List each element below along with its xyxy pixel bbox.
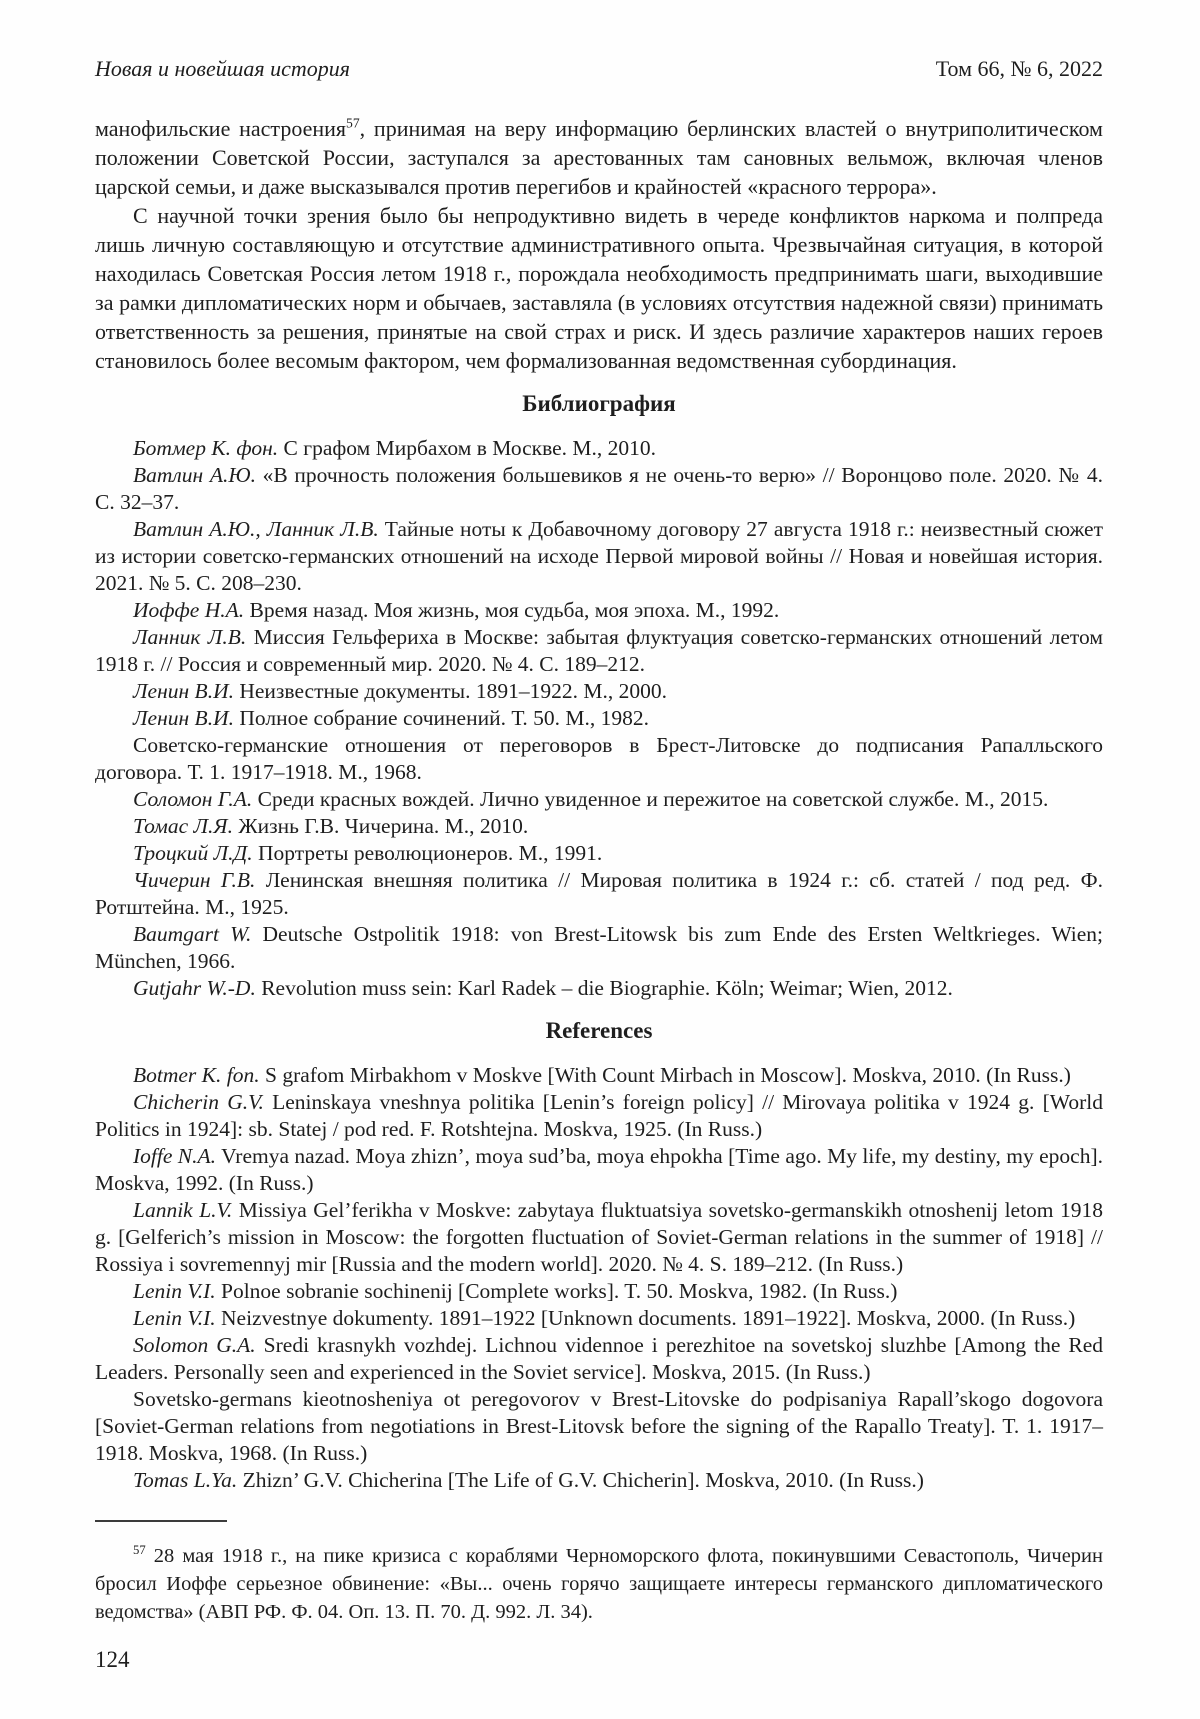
- bibliography-entry: [95, 732, 1103, 786]
- running-head: [95, 56, 1103, 82]
- entry-author: Baumgart W.: [133, 922, 252, 946]
- entry-author: Lannik L.V.: [133, 1198, 233, 1222]
- paragraph-text: , принимая на веру информацию берлинских властей о внутриполитическом положении Советской России, заступался за арестованных там сановных вельмож, включая членов царской семьи, и даже высказывался против перегибов и крайностей «красного террора».: [95, 116, 1103, 199]
- entry-text: С графом Мирбахом в Москве. М., 2010.: [278, 436, 657, 460]
- issue-info: Том 66, № 6, 2022: [935, 56, 1103, 81]
- entry-author: Lenin V.I.: [133, 1306, 216, 1330]
- entry-text: Sredi krasnykh vozhdej. Lichnou vidennoe i perezhitoe na sovetskoj sluzhbe [Among the Red Leaders. Personally seen and experienced in the Soviet service]. Moskva, 2015. (In Russ.): [95, 1333, 1103, 1384]
- entry-text: Missiya Gel’ferikha v Moskve: zabytaya fluktuatsiya sovetsko-germanskikh otnoshenij letom 1918 g. [Gelferich’s mission in Moscow: the forgotten fluctuation of Soviet-German relations in the summer of 1918] // Rossiya i sovremennyj mir [Russia and the modern world]. 2020. № 4. S. 189–212. (In Russ.): [95, 1198, 1103, 1276]
- entry-text: Neizvestnye dokumenty. 1891–1922 [Unknown documents. 1891–1922]. Moskva, 2000. (In Russ.): [215, 1306, 1076, 1330]
- entry-author: Ленин В.И.: [133, 679, 234, 703]
- page-number: 124: [95, 1647, 130, 1672]
- entry-author: Tomas L.Ya.: [133, 1468, 238, 1492]
- entry-text: Leninskaya vneshnya politika [Lenin’s foreign policy] // Mirovaya politika v 1924 g. [World Politics in 1924]: sb. Statej / pod red. F. Rotshtejna. Moskva, 1925. (In Russ.): [95, 1090, 1103, 1141]
- bibliography-entry: [95, 813, 1103, 840]
- entry-text: Polnoe sobranie sochinenij [Complete works]. T. 50. Moskva, 1982. (In Russ.): [215, 1279, 898, 1303]
- entry-text: Ленинская внешняя политика // Мировая политика в 1924 г.: сб. статей / под ред. Ф. Ротштейна. М., 1925.: [95, 868, 1103, 919]
- reference-entry: [95, 1305, 1103, 1332]
- entry-author: Чичерин Г.В.: [133, 868, 256, 892]
- bibliography-entry: [95, 435, 1103, 462]
- reference-entry: [95, 1089, 1103, 1143]
- entry-author: Botmer K. fon.: [133, 1063, 260, 1087]
- bibliography-entry: [95, 786, 1103, 813]
- footnote-text: 28 мая 1918 г., на пике кризиса с кораблями Черноморского флота, покинувшими Севастополь, Чичерин бросил Иоффе серьезное обвинение: «Вы... очень горячо защищаете интересы германского дипломатического ведомства» (АВП РФ. Ф. 04. Оп. 13. П. 70. Д. 992. Л. 34).: [95, 1545, 1103, 1623]
- entry-author: Ioffe N.A.: [133, 1144, 217, 1168]
- body-paragraph-1: [95, 114, 1103, 201]
- entry-author: Lenin V.I.: [133, 1279, 216, 1303]
- entry-text: Полное собрание сочинений. Т. 50. М., 1982.: [233, 706, 649, 730]
- entry-author: Томас Л.Я.: [133, 814, 233, 838]
- entry-text: Sovetsko-germans kieotnosheniya ot peregovorov v Brest-Litovske do podpisaniya Rapall’skogo dogovora [Soviet-German relations from negotiations in Brest-Litovsk before the signing of the Rapallo Treaty]. T. 1. 1917–1918. Moskva, 1968. (In Russ.): [95, 1387, 1103, 1465]
- body-paragraph-2: С научной точки зрения было бы непродуктивно видеть в череде конфликтов наркома и полпреда лишь личную составляющую и отсутствие административного опыта. Чрезвычайная ситуация, в которой находилась Советская Россия летом 1918 г., порождала необходимость предпринимать шаги, выходившие за рамки дипломатических норм и обычаев, заставляла (в условиях отсутствия надежной связи) принимать ответственность за решения, принятые на свой страх и риск. И здесь различие характеров наших героев становилось более весомым фактором, чем формализованная ведомственная субординация.: [95, 203, 1103, 373]
- footnote-marker-57: 57: [133, 1543, 146, 1558]
- entry-text: Zhizn’ G.V. Chicherina [The Life of G.V. Chicherin]. Moskva, 2010. (In Russ.): [237, 1468, 924, 1492]
- entry-author: Иоффе Н.А.: [133, 598, 245, 622]
- entry-author: Соломон Г.А.: [133, 787, 253, 811]
- entry-text: «В прочность положения большевиков я не очень-то верю» // Воронцово поле. 2020. № 4. С. 32–37.: [95, 463, 1104, 514]
- reference-entry: [95, 1143, 1103, 1197]
- entry-author: Gutjahr W.-D.: [133, 976, 256, 1000]
- bibliography-entry: [95, 705, 1103, 732]
- entry-text: Среди красных вождей. Лично увиденное и пережитое на советской службе. М., 2015.: [252, 787, 1049, 811]
- entry-author: Ленин В.И.: [133, 706, 234, 730]
- footnote-reference-57: 57: [346, 115, 360, 131]
- bibliography-entry: [95, 516, 1103, 597]
- footnote-separator: [95, 1520, 227, 1522]
- reference-entry: [95, 1062, 1103, 1089]
- bibliography-entry: [95, 921, 1103, 975]
- entry-text: Советско-германские отношения от переговоров в Брест-Литовске до подписания Рапалльского договора. Т. 1. 1917–1918. М., 1968.: [95, 733, 1103, 784]
- entry-author: Троцкий Л.Д.: [133, 841, 253, 865]
- entry-author: Ватлин А.Ю., Ланник Л.В.: [133, 517, 379, 541]
- entry-text: Время назад. Моя жизнь, моя судьба, моя эпоха. М., 1992.: [244, 598, 780, 622]
- bibliography-entry: [95, 597, 1103, 624]
- bibliography-entry: [95, 678, 1103, 705]
- entry-text: S grafom Mirbakhom v Moskve [With Count Mirbach in Moscow]. Moskva, 2010. (In Russ.): [259, 1063, 1071, 1087]
- bibliography-entry: [95, 462, 1103, 516]
- references-list: [95, 1062, 1103, 1494]
- entry-text: Deutsche Ostpolitik 1918: von Brest-Litowsk bis zum Ende des Ersten Weltkrieges. Wien; München, 1966.: [95, 922, 1104, 973]
- bibliography-entry: [95, 840, 1103, 867]
- entry-text: Неизвестные документы. 1891–1922. М., 2000.: [233, 679, 667, 703]
- entry-text: Тайные ноты к Добавочному договору 27 августа 1918 г.: неизвестный сюжет из истории советско-германских отношений на исходе Первой мировой войны // Новая и новейшая история. 2021. № 5. С. 208–230.: [95, 517, 1103, 595]
- entry-text: Миссия Гельфериха в Москве: забытая флуктуация советско-германских отношений летом 1918 г. // Россия и современный мир. 2020. № 4. С. 189–212.: [95, 625, 1103, 676]
- references-heading: References: [545, 1018, 653, 1043]
- entry-author: Ватлин А.Ю.: [133, 463, 256, 487]
- entry-author: Ботмер К. фон.: [133, 436, 279, 460]
- entry-text: Revolution muss sein: Karl Radek – die Biographie. Köln; Weimar; Wien, 2012.: [255, 976, 953, 1000]
- footnote: [95, 1542, 1103, 1626]
- bibliography-heading: Библиография: [522, 391, 676, 416]
- entry-text: Жизнь Г.В. Чичерина. М., 2010.: [232, 814, 529, 838]
- entry-author: Ланник Л.В.: [133, 625, 247, 649]
- reference-entry: [95, 1278, 1103, 1305]
- entry-text: Портреты революционеров. М., 1991.: [252, 841, 603, 865]
- reference-entry: [95, 1467, 1103, 1494]
- entry-author: Chicherin G.V.: [133, 1090, 264, 1114]
- bibliography-entry: [95, 975, 1103, 1002]
- entry-author: Solomon G.A.: [133, 1333, 256, 1357]
- reference-entry: [95, 1332, 1103, 1386]
- entry-text: Vremya nazad. Moya zhizn’, moya sud’ba, moya ehpokha [Time ago. My life, my destiny, my epoch]. Moskva, 1992. (In Russ.): [95, 1144, 1104, 1195]
- reference-entry: [95, 1197, 1103, 1278]
- reference-entry: [95, 1386, 1103, 1467]
- journal-title: Новая и новейшая история: [95, 56, 350, 81]
- bibliography-list: [95, 435, 1103, 1002]
- paragraph-text: манофильские настроения: [95, 116, 347, 141]
- bibliography-entry: [95, 867, 1103, 921]
- bibliography-entry: [95, 624, 1103, 678]
